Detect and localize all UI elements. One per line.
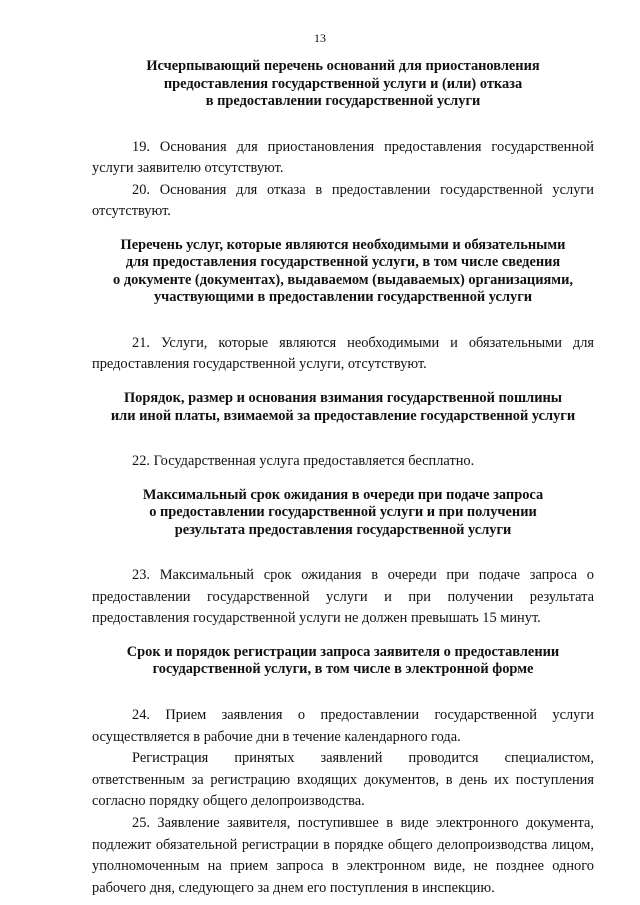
heading-line: участвующими в предоставлении государственной услуги	[153, 289, 533, 306]
heading-line: в предоставлении государственной услуги	[205, 93, 481, 109]
paragraph-25: 25. Заявление заявителя, поступившее в виде электронного документа, подлежит обязательной регистрации в порядке общего делопроизводства лицом, уполномоченным на прием запроса в электронном виде, не позднее одного рабочего дня, следующего за днем его поступления в инспекцию.	[92, 814, 594, 896]
paragraph-22: 22. Государственная услуга предоставляется бесплатно.	[132, 453, 475, 470]
heading-line: о предоставлении государственной услуги и при получении	[149, 504, 537, 521]
heading-line: для предоставления государственной услуги, в том числе сведения	[125, 254, 561, 271]
section-heading-registration	[92, 644, 594, 679]
paragraph-24: 24. Прием заявления о предоставлении государственной услуги осуществляется в рабочие дни в течение календарного года.	[92, 706, 594, 745]
paragraph-24-registration: Регистрация принятых заявлений проводится специалистом, ответственным за регистрацию входящих документов, в день их поступления согласно порядку общего делопроизводства.	[92, 750, 594, 810]
heading-line: Максимальный срок ожидания в очереди при подаче запроса	[142, 486, 544, 503]
heading-line: предоставления государственной услуги и (или) отказа	[163, 75, 523, 92]
section-heading-suspension-grounds	[92, 58, 594, 111]
section-heading-waiting-time	[92, 487, 594, 540]
heading-line: государственной услуги, в том числе в электронной форме	[152, 661, 534, 678]
paragraph-19: 19. Основания для приостановления предоставления государственной услуги заявителю отсутствуют.	[92, 138, 594, 177]
paragraph-23: 23. Максимальный срок ожидания в очереди при подаче запроса о предоставлении государственной услуги и при получении результата предоставления государственной услуги не должен превышать 15 минут.	[92, 567, 594, 627]
section-heading-fees	[92, 390, 594, 425]
heading-line: Перечень услуг, которые являются необходимыми и обязательными	[120, 236, 566, 253]
heading-line: о документе (документах), выдаваемом (выдаваемых) организациями,	[113, 271, 573, 288]
heading-line: или иной платы, взимаемой за предоставление государственной услуги	[110, 407, 576, 424]
heading-line: Срок и порядок регистрации запроса заявителя о предоставлении	[126, 643, 560, 660]
heading-line: результата предоставления государственной услуги	[174, 521, 512, 538]
page-number: 13	[314, 31, 326, 45]
heading-line: Исчерпывающий перечень оснований для приостановления	[146, 58, 540, 74]
paragraph-21: 21. Услуги, которые являются необходимыми и обязательными для предоставления государственной услуги, отсутствуют.	[92, 334, 594, 373]
section-heading-required-services	[92, 237, 594, 307]
heading-line: Порядок, размер и основания взимания государственной пошлины	[123, 390, 563, 407]
paragraph-20: 20. Основания для отказа в предоставлении государственной услуги отсутствуют.	[92, 181, 594, 220]
document-body	[92, 58, 594, 899]
